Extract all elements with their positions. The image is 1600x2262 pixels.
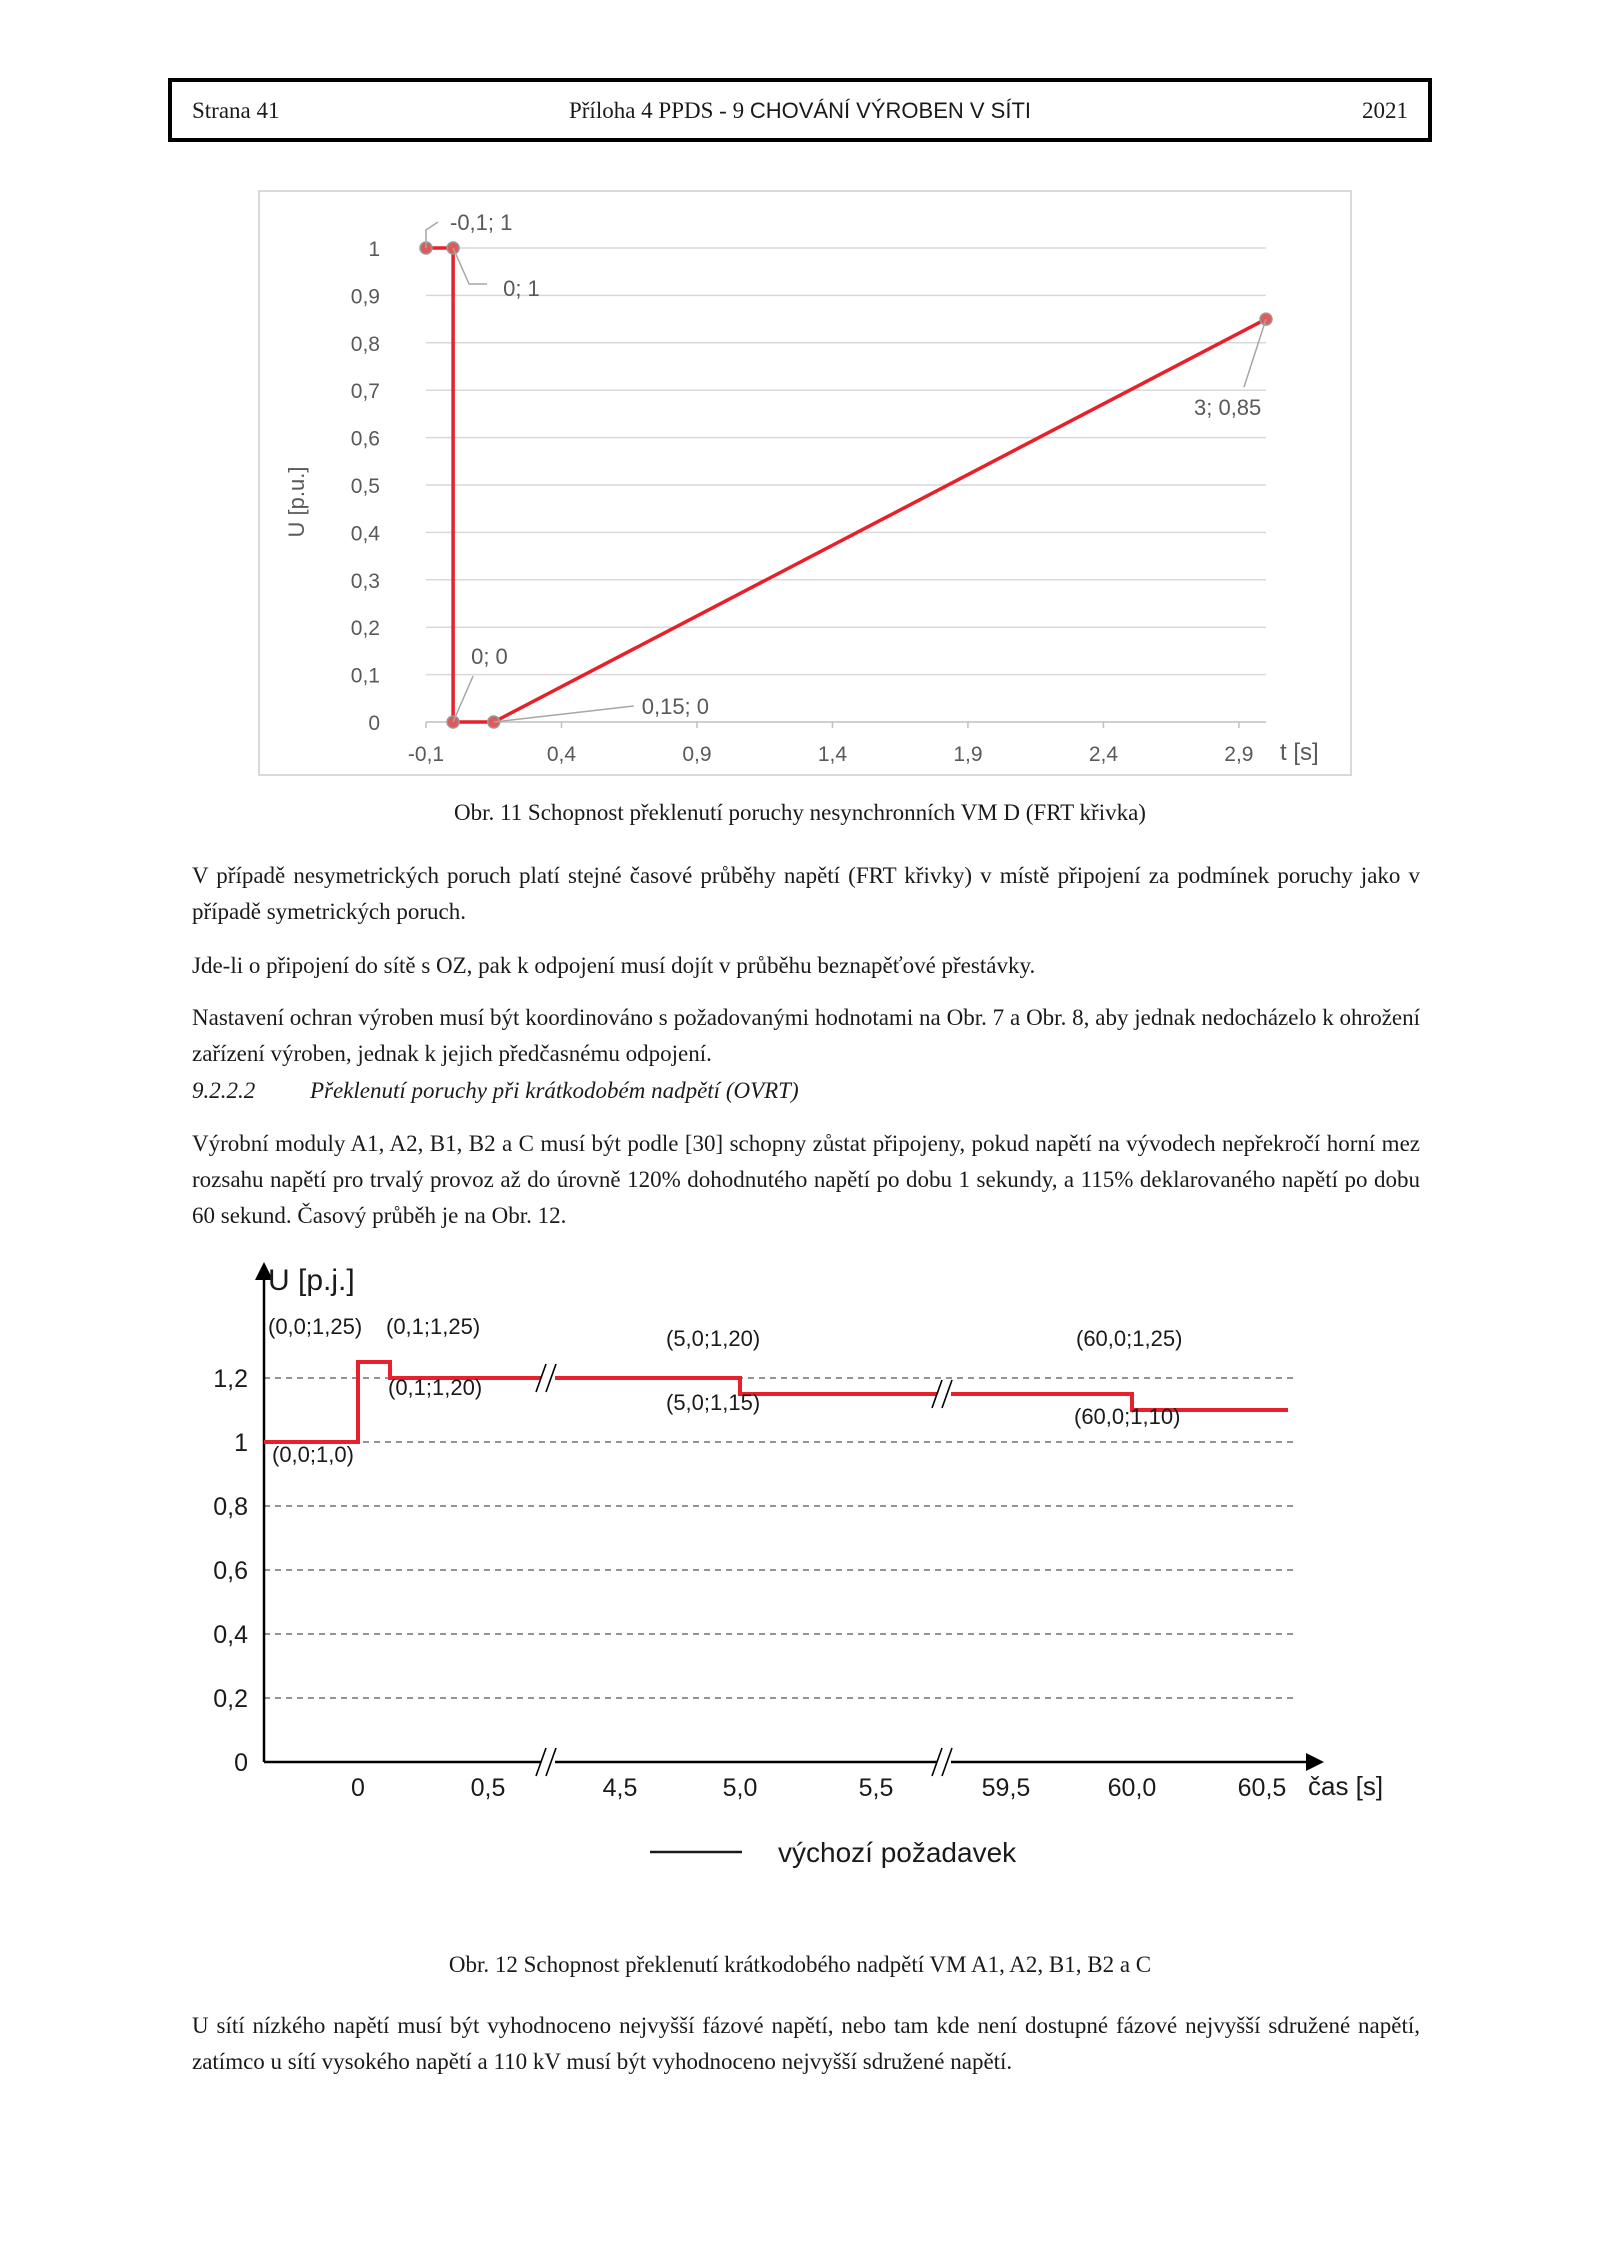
y-tick-label: 0,7 xyxy=(350,380,380,404)
y-tick-label: 0,2 xyxy=(213,1685,248,1713)
x-tick-label: 0 xyxy=(351,1774,365,1802)
annotation-leader xyxy=(453,676,473,722)
section-title: Překlenutí poruchy při krátkodobém nadpětí (OVRT) xyxy=(310,1078,799,1103)
section-heading xyxy=(192,1078,799,1104)
x-tick-label: 4,5 xyxy=(602,1774,638,1802)
y-tick-label: 0,8 xyxy=(350,332,380,356)
x-tick-label: 0,9 xyxy=(682,743,712,766)
data-label: 0; 1 xyxy=(503,276,540,301)
x-tick-label: -0,1 xyxy=(407,743,445,766)
y-tick-label: 0 xyxy=(368,712,380,735)
section-number: 9.2.2.2 xyxy=(192,1078,256,1103)
x-tick-label: 1,9 xyxy=(953,743,983,766)
data-label: (5,0;1,15) xyxy=(666,1390,761,1415)
data-label: (60,0;1,25) xyxy=(1076,1326,1183,1351)
paragraph-final: U sítí nízkého napětí musí být vyhodnoceno nejvyšší fázové napětí, nebo tam kde není dostupné fázové nejvyšší sdružené napětí, zatímco u sítí vysokého napětí a 110 kV musí být vyhodnoceno nejvyšší sdružené napětí. xyxy=(192,2013,1420,2074)
document-year: 2021 xyxy=(1362,98,1408,123)
y-tick-label: 0,3 xyxy=(350,569,380,593)
x-tick-label: 1,4 xyxy=(817,743,848,766)
title-prefix: Příloha 4 PPDS - 9 xyxy=(568,98,750,123)
figure-12-caption: Obr. 12 Schopnost překlenutí krátkodobého nadpětí VM A1, A2, B1, B2 a C xyxy=(448,1952,1152,1977)
y-axis-label: U [p.j.] xyxy=(268,1264,355,1297)
data-label: 0,15; 0 xyxy=(641,694,710,719)
x-axis-label: t [s] xyxy=(1280,739,1319,766)
y-tick-label: 0,9 xyxy=(350,285,380,309)
y-tick-label: 0,1 xyxy=(350,664,380,688)
x-axis-label: čas [s] xyxy=(1308,1771,1384,1801)
x-tick-label: 0,5 xyxy=(470,1774,506,1802)
figure-12-chart xyxy=(0,1240,1600,1900)
ovrt-series-line xyxy=(264,1362,1288,1442)
x-tick-label: 0,4 xyxy=(546,743,577,766)
y-tick-label: 1,2 xyxy=(213,1365,248,1393)
legend-label: výchozí požadavek xyxy=(778,1837,1017,1868)
y-tick-label: 0,5 xyxy=(350,475,380,498)
paragraph-ovrt: Výrobní moduly A1, A2, B1, B2 a C musí být podle [30] schopny zůstat připojeny, pokud napětí na vývodech nepřekročí horní mez rozsahu napětí pro trvalý provoz až do úrovně 120% dohodnutého napětí po dobu 1 sekundy, a 115% deklarovaného napětí po dobu 60 sekund. Časový průběh je na Obr. 12. xyxy=(192,1131,1420,1228)
data-label: (0,1;1,25) xyxy=(386,1314,481,1339)
paragraph-protection: Nastavení ochran výroben musí být koordinováno s požadovanými hodnotami na Obr. 7 a Obr. 8, aby jednak nedocházelo k ohrožení zařízení výroben, jednak k jejich předčasnému odpojení. xyxy=(192,1005,1420,1066)
annotation-leader xyxy=(453,248,487,284)
data-label: (5,0;1,20) xyxy=(666,1326,761,1351)
paragraph-oz: Jde-li o připojení do sítě s OZ, pak k odpojení musí dojít v průběhu beznapěťové přestávky. xyxy=(192,953,1036,978)
x-axis-arrow xyxy=(1306,1753,1324,1771)
data-label: (0,1;1,20) xyxy=(388,1375,483,1400)
annotation-leader xyxy=(494,706,634,722)
x-tick-label: 60,0 xyxy=(1107,1774,1157,1802)
x-tick-label: 2,9 xyxy=(1224,743,1254,766)
data-label: 3; 0,85 xyxy=(1194,395,1262,421)
y-tick-label: 1 xyxy=(234,1429,248,1457)
x-tick-label: 2,4 xyxy=(1088,743,1119,766)
data-label: 0; 0 xyxy=(471,644,508,669)
y-tick-label: 0,2 xyxy=(350,617,380,641)
figure-11-chart xyxy=(0,0,1600,800)
data-label: (60,0;1,10) xyxy=(1074,1404,1181,1429)
y-tick-label: 0,6 xyxy=(213,1557,248,1585)
data-label: (0,0;1,0) xyxy=(272,1442,354,1467)
x-tick-label: 60,5 xyxy=(1237,1774,1287,1802)
x-tick-label: 5,0 xyxy=(722,1774,758,1802)
paragraph-asymmetric: V případě nesymetrických poruch platí stejné časové průběhy napětí (FRT křivky) v místě připojení za podmínek poruchy jako v případě symetrických poruch. xyxy=(192,863,1420,924)
y-tick-label: 0,8 xyxy=(213,1493,248,1521)
y-axis-label: U [p.u.] xyxy=(284,466,309,538)
x-tick-label: 5,5 xyxy=(858,1774,894,1802)
data-label: -0,1; 1 xyxy=(450,210,513,235)
figure-11-caption: Obr. 11 Schopnost překlenutí poruchy nesynchronních VM D (FRT křivka) xyxy=(454,800,1146,825)
data-label: (0,0;1,25) xyxy=(268,1314,363,1339)
title-main: CHOVÁNÍ VÝROBEN V SÍTI xyxy=(749,98,1031,123)
y-tick-label: 0,4 xyxy=(213,1621,248,1649)
y-tick-label: 1 xyxy=(368,238,380,261)
y-tick-label: 0,6 xyxy=(350,427,380,451)
y-tick-label: 0,4 xyxy=(350,522,380,546)
page-number: Strana 41 xyxy=(192,98,280,123)
y-tick-label: 0 xyxy=(234,1749,248,1777)
x-tick-label: 59,5 xyxy=(981,1774,1031,1802)
